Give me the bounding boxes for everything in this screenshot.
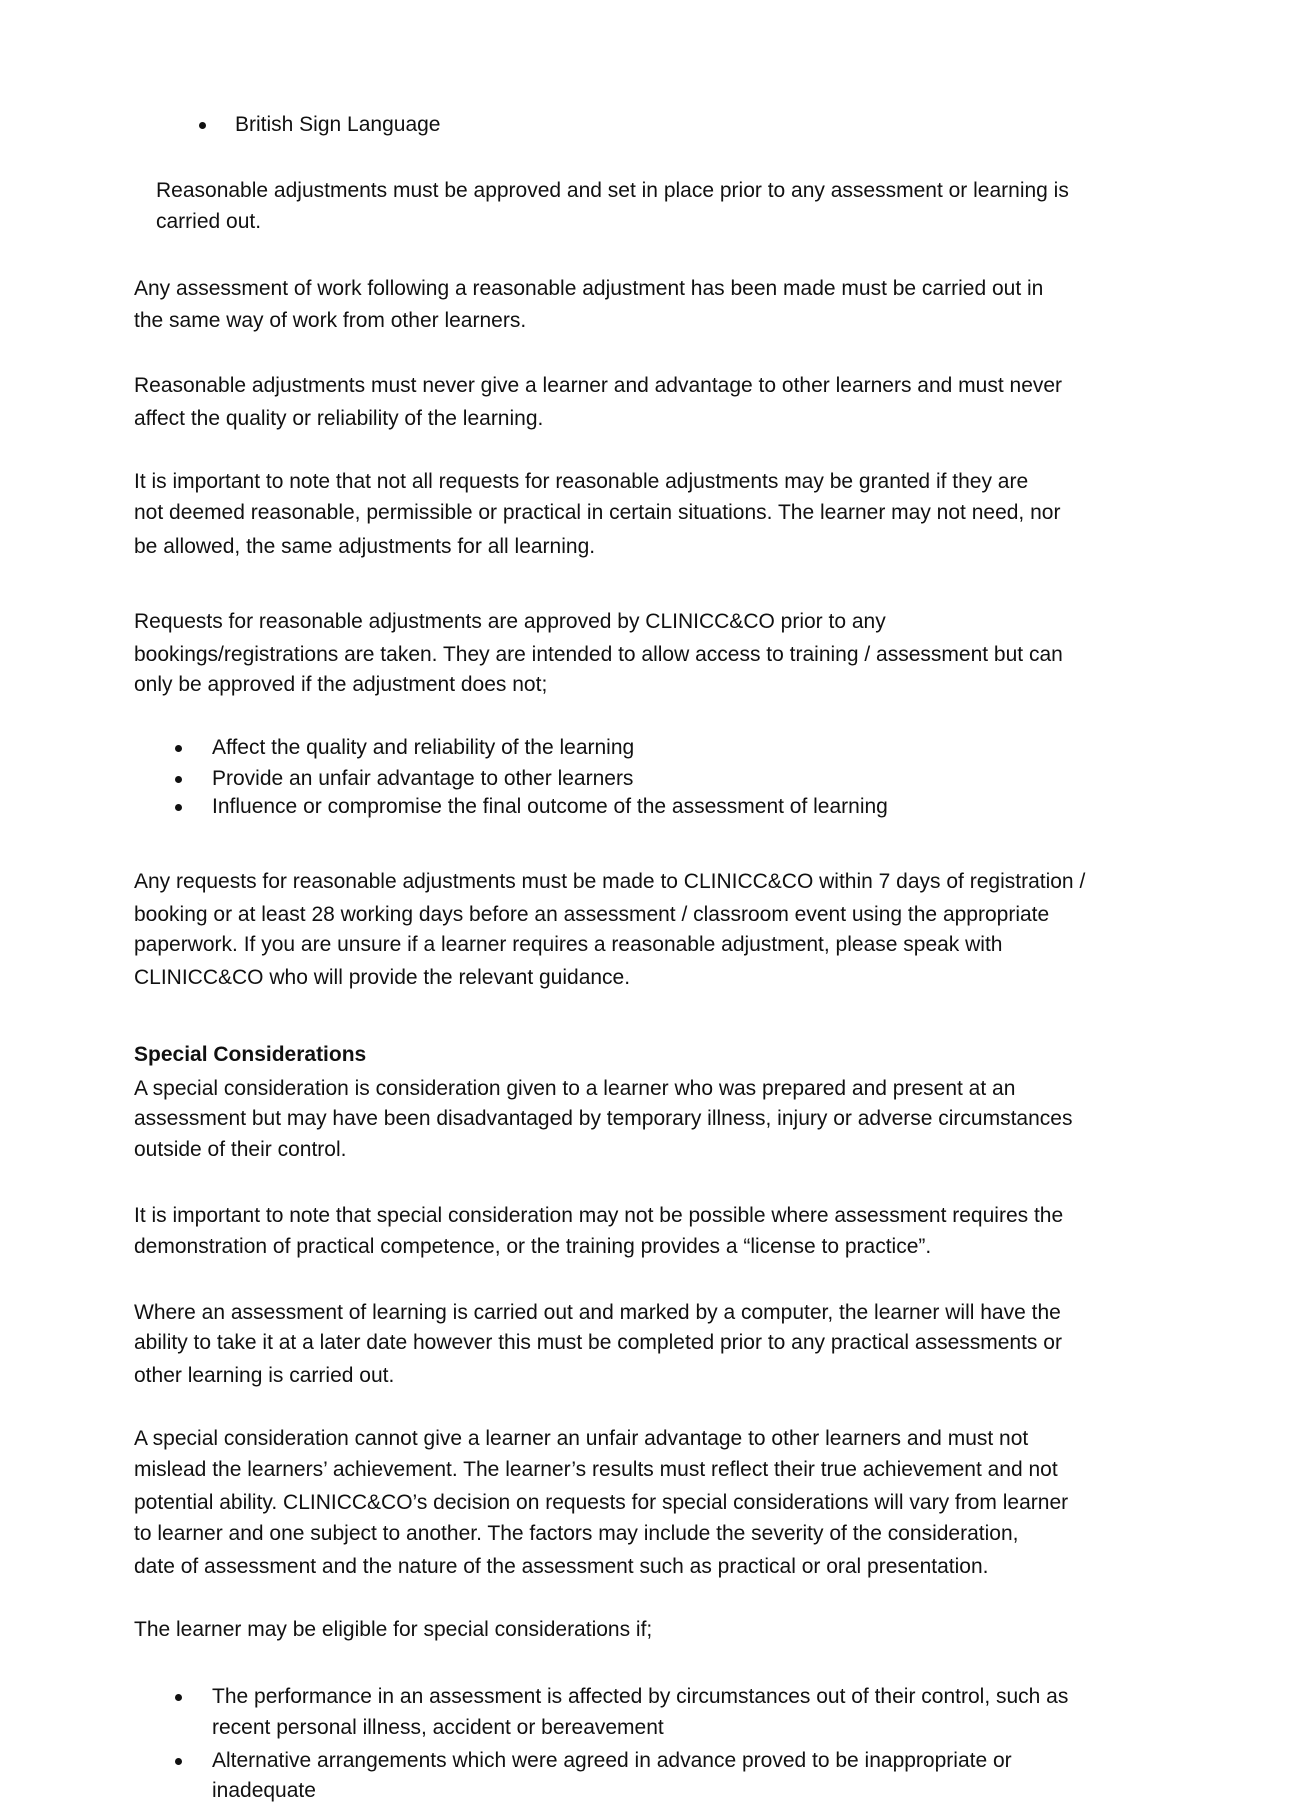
list-item: Alternative arrangements which were agreed in advance proved to be inappropriate or [212,1749,1012,1772]
paragraph-line: to learner and one subject to another. The factors may include the severity of the consideration, [134,1522,1019,1545]
bullet-icon [175,1758,182,1765]
list-item: Influence or compromise the final outcome of the assessment of learning [212,795,888,818]
bullet-icon [199,122,206,129]
paragraph-line: Any requests for reasonable adjustments must be made to CLINICC&CO within 7 days of registration / [134,870,1086,893]
paragraph-line: be allowed, the same adjustments for all learning. [134,535,596,558]
list-item: Provide an unfair advantage to other learners [212,767,634,790]
paragraph-line: the same way of work from other learners. [134,309,527,332]
paragraph-line: demonstration of practical competence, or the training provides a “license to practice”. [134,1235,932,1258]
paragraph-line: bookings/registrations are taken. They are intended to allow access to training / assessment but can [134,643,1063,666]
paragraph-line: The learner may be eligible for special considerations if; [134,1618,653,1641]
paragraph-line: Requests for reasonable adjustments are approved by CLINICC&CO prior to any [134,610,886,633]
paragraph-line: assessment but may have been disadvantaged by temporary illness, injury or adverse circumstances [134,1107,1073,1130]
paragraph-line: not deemed reasonable, permissible or practical in certain situations. The learner may not need, nor [134,501,1061,524]
list-item: The performance in an assessment is affected by circumstances out of their control, such as [212,1685,1069,1708]
paragraph-line: ability to take it at a later date however this must be completed prior to any practical assessments or [134,1331,1062,1354]
bullet-icon [175,1694,182,1701]
paragraph-line: carried out. [156,210,262,233]
paragraph-line: A special consideration cannot give a learner an unfair advantage to other learners and must not [134,1427,1029,1450]
paragraph-line: Any assessment of work following a reasonable adjustment has been made must be carried out in [134,277,1044,300]
paragraph-line: outside of their control. [134,1138,347,1161]
paragraph-line: Where an assessment of learning is carried out and marked by a computer, the learner will have the [134,1301,1061,1324]
list-item-continuation: inadequate [212,1779,316,1802]
paragraph-line: booking or at least 28 working days before an assessment / classroom event using the appropriate [134,903,1050,926]
bullet-icon [175,745,182,752]
bullet-icon [175,804,182,811]
paragraph-line: potential ability. CLINICC&CO’s decision on requests for special considerations will vary from learner [134,1491,1069,1514]
paragraph-line: It is important to note that special consideration may not be possible where assessment requires the [134,1204,1064,1227]
paragraph-line: other learning is carried out. [134,1364,395,1387]
paragraph-line: paperwork. If you are unsure if a learner requires a reasonable adjustment, please speak with [134,933,1003,956]
paragraph-line: Reasonable adjustments must never give a learner and advantage to other learners and must never [134,374,1063,397]
paragraph-line: It is important to note that not all requests for reasonable adjustments may be granted if they are [134,470,1029,493]
paragraph-line: affect the quality or reliability of the learning. [134,407,544,430]
list-item: Affect the quality and reliability of the learning [212,736,635,759]
paragraph-line: date of assessment and the nature of the assessment such as practical or oral presentation. [134,1555,989,1578]
list-item-continuation: recent personal illness, accident or bereavement [212,1716,664,1739]
bullet-icon [175,776,182,783]
section-heading: Special Considerations [134,1043,367,1066]
paragraph-line: mislead the learners’ achievement. The learner’s results must reflect their true achievement and not [134,1458,1058,1481]
paragraph-line: only be approved if the adjustment does not; [134,673,548,696]
list-item: British Sign Language [235,113,441,136]
paragraph-line: A special consideration is consideration given to a learner who was prepared and present at an [134,1077,1016,1100]
paragraph-line: Reasonable adjustments must be approved and set in place prior to any assessment or learning is [156,179,1069,202]
paragraph-line: CLINICC&CO who will provide the relevant guidance. [134,966,631,989]
